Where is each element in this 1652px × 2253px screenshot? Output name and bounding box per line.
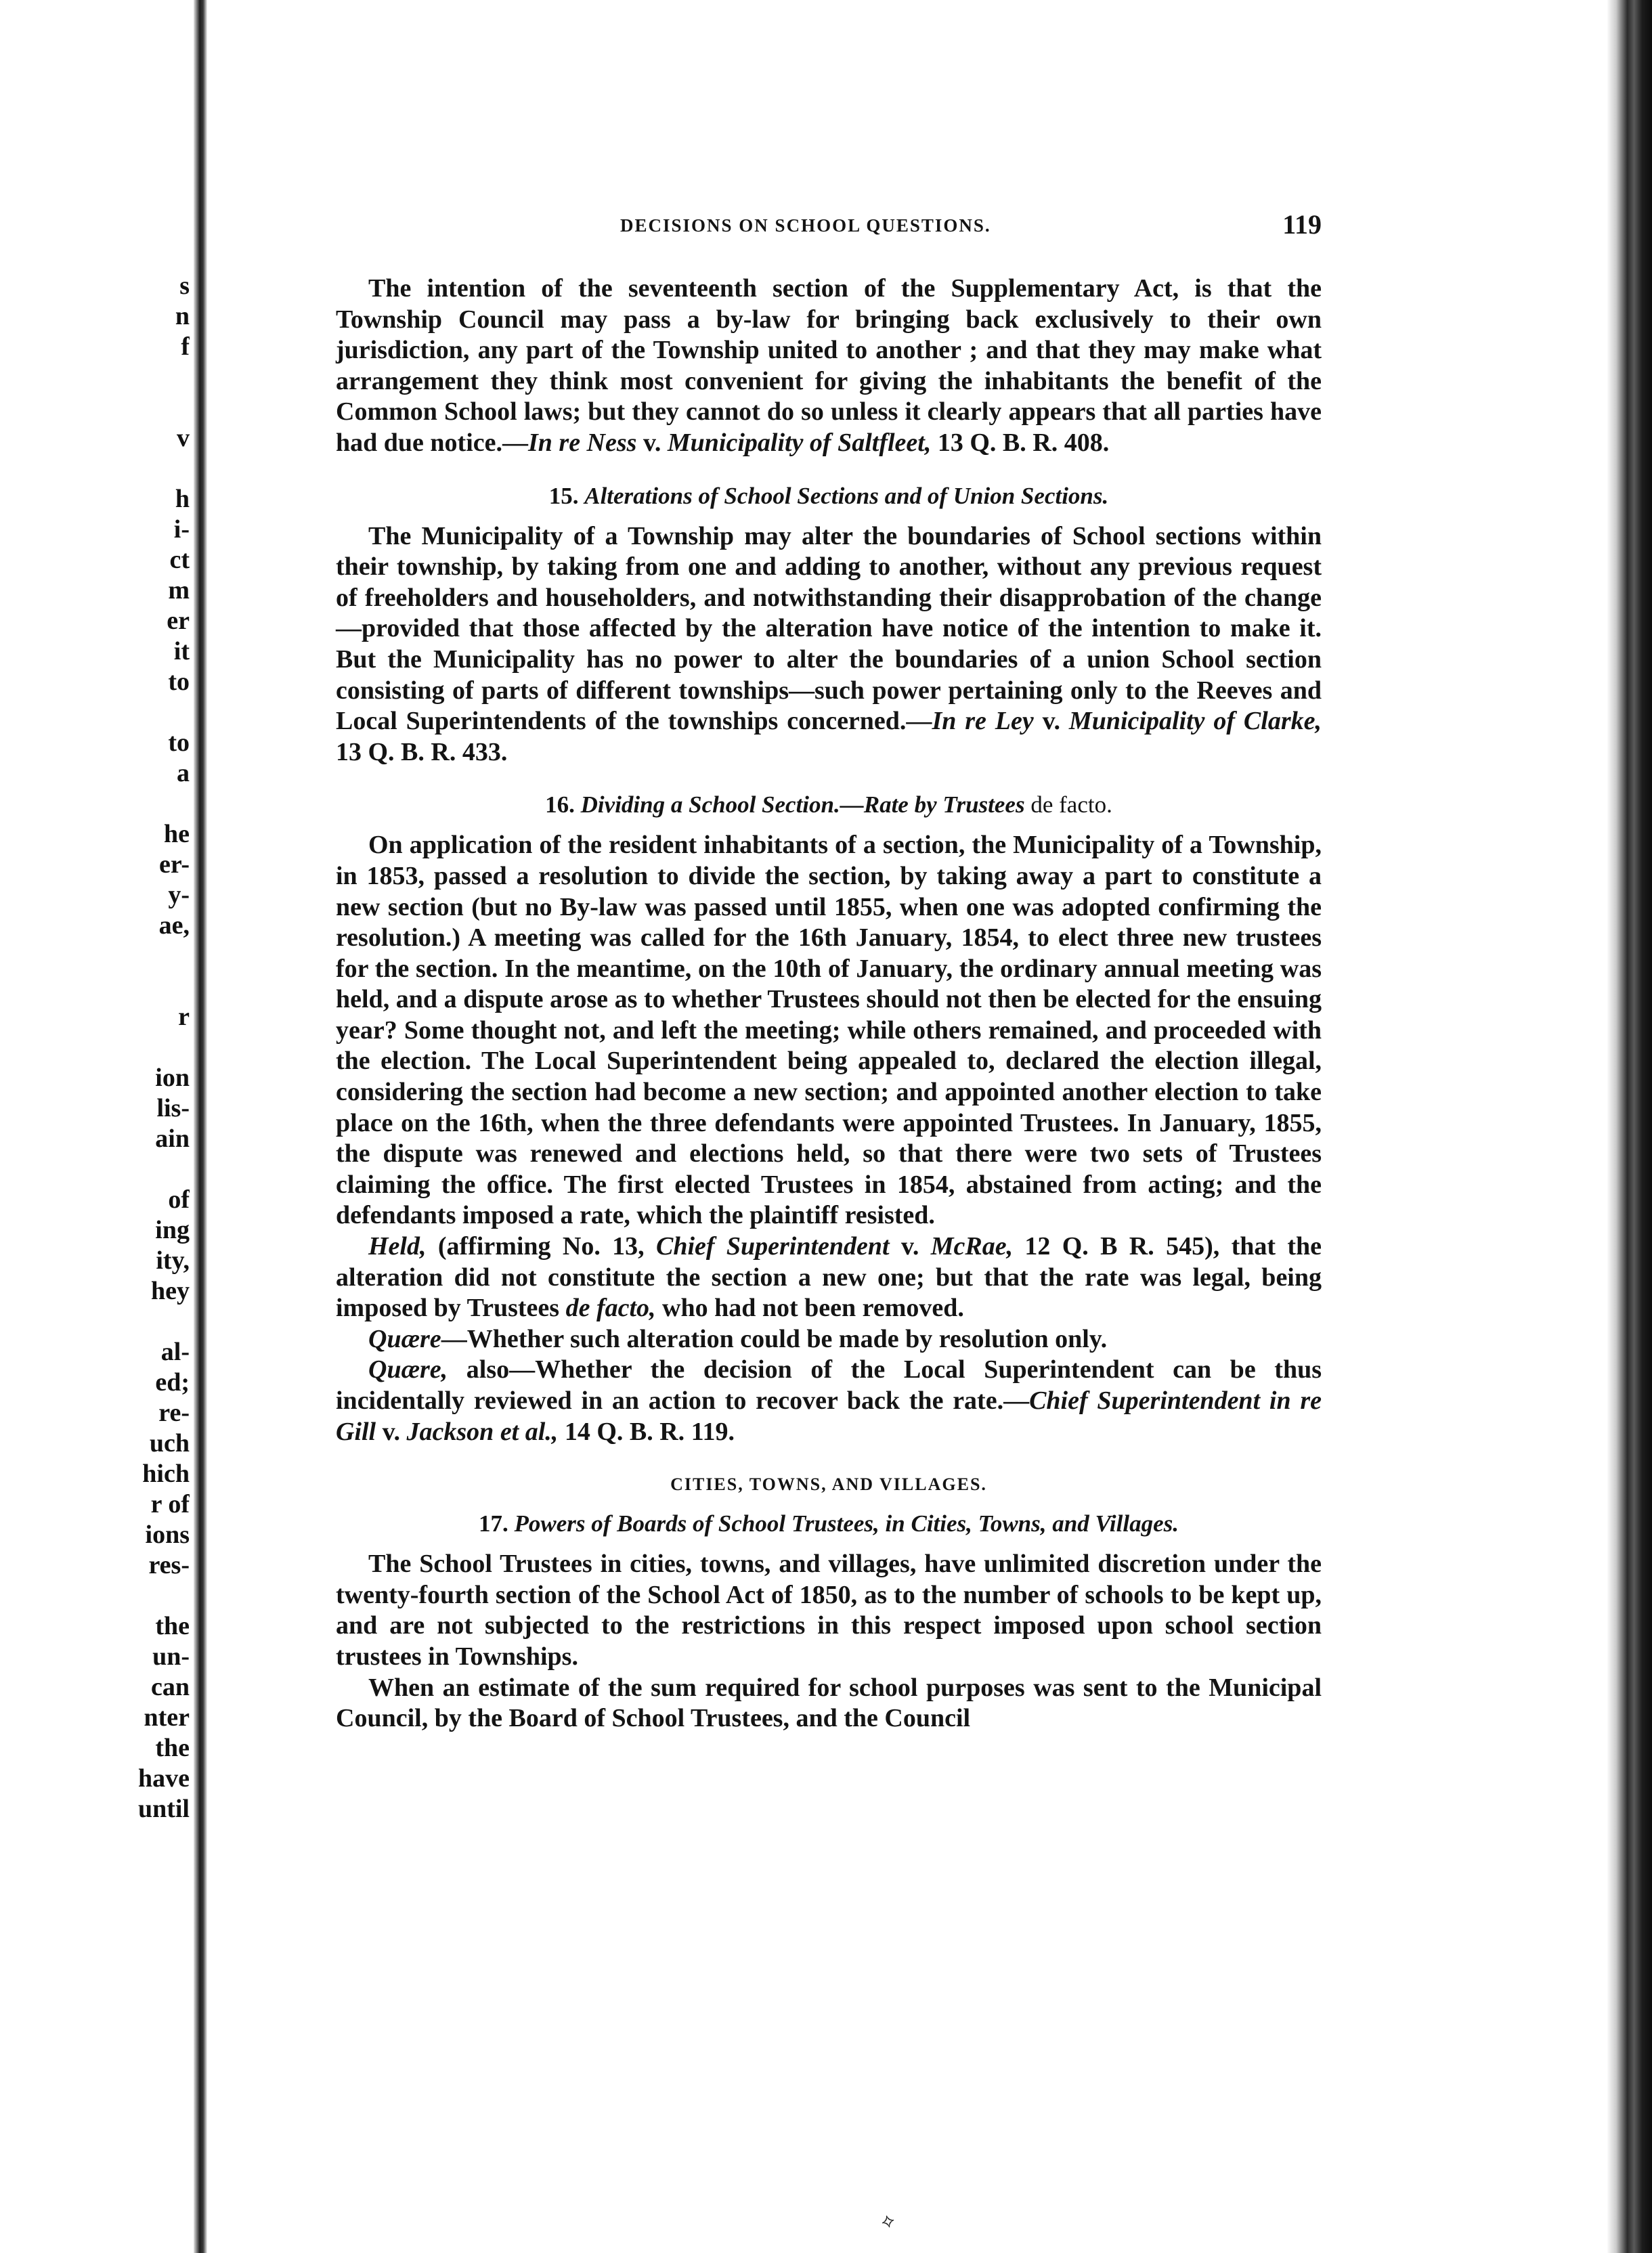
facing-page-fragment: ion xyxy=(155,1064,190,1092)
facing-page-fragment: v xyxy=(177,424,190,452)
running-title: DECISIONS ON SCHOOL QUESTIONS. xyxy=(620,215,991,236)
facing-page-fragment: r of xyxy=(150,1490,190,1518)
facing-page-fragment: h xyxy=(175,485,190,513)
facing-page-fragment: ct xyxy=(169,546,190,574)
facing-page-fragment xyxy=(0,789,190,819)
facing-page-fragment: er- xyxy=(159,850,190,879)
paragraph-section-17-discretion: The School Trustees in cities, towns, and villages, have unlimited discretion under the twenty-fourth section of the School Act of 1850, as to the number of schools to be kept up, and are not subjected to the restrictions in this respect imposed upon school section trustees in Townships. xyxy=(336,1550,1322,1671)
facing-page-fragment: al- xyxy=(160,1338,190,1366)
facing-page-fragment xyxy=(0,1032,190,1063)
facing-page-fragment: res- xyxy=(148,1551,190,1579)
paragraph-section-15: The Municipality of a Township may alter the boundaries of School sections within their township, by taking from one and adding to another, without any previous request of freeholders and householders, and notwithstanding their disapprobation of the change—provided that those affected by the alteration have notice of the intention to make it. But the Municipality has no power to alter the boundaries of a union School section consisting of parts of different townships—such power pertaining only to the Reeves and Local Superintendents of the townships concerned.—In re Ley v. Municipality of Clarke, 13 Q. B. R. 433. xyxy=(336,521,1322,766)
facing-page-fragment xyxy=(0,393,190,423)
facing-page-fragment xyxy=(0,971,190,1002)
caps-heading-cities: CITIES, TOWNS, AND VILLAGES. xyxy=(670,1474,987,1495)
facing-page-fragment: lis- xyxy=(156,1094,190,1122)
facing-page-fragment xyxy=(0,941,190,971)
paragraph-section-16-held: Held, (affirming No. 13, Chief Superintendent v. McRae, 12 Q. B R. 545), that the alteration did not constitute the section a new one; but that the rate was legal, being imposed by Trustees de facto, who had not been removed. xyxy=(336,1232,1322,1323)
facing-page-fragment: y- xyxy=(168,881,190,909)
facing-page-fragment: the xyxy=(155,1734,190,1762)
facing-page-fragment: the xyxy=(155,1612,190,1640)
facing-page-fragment xyxy=(0,1154,190,1185)
page-edge-shadow xyxy=(1607,0,1652,2253)
paragraph-section-16-quaere-1: Quære—Whether such alteration could be made by resolution only. xyxy=(368,1324,1108,1353)
facing-page-fragment xyxy=(0,454,190,484)
facing-page-fragment: until xyxy=(137,1795,190,1823)
facing-page-fragment xyxy=(0,1581,190,1611)
facing-page-fragment: f xyxy=(181,332,190,361)
paragraph-section-16-facts: On application of the resident inhabitants of a section, the Municipality of a Township, in 1853, passed a resolution to divide the section, by taking away a part to constitute a new section (but no By-law was passed until 1855, when one was adopted confirming the resolution.) A meeting was called for the 16th January, 1854, to elect three new trustees for the section. In the meantime, on the 10th of January, the ordinary annual meeting was held, and a dispute arose as to whether Trustees should not then be elected for the ensuing year? Some thought not, and left the meeting; while others remained, and proceeded with the election. The Local Superintendent being appealed to, declared the election illegal, considering the section had become a new section; and appointed another election to take place on the 16th, when the three defendants were appointed Trustees. In January, 1855, the dispute was renewed and elections held, so that there were two sets of Trustees claiming the office. The first elected Trustees in 1854, abstained from acting; and the defendants imposed a rate, which the plaintiff resisted. xyxy=(336,831,1322,1230)
facing-page-fragment: n xyxy=(175,302,190,330)
facing-page-fragment: m xyxy=(168,576,190,605)
facing-page-fragment: hich xyxy=(142,1460,190,1488)
facing-page-fragment: ae, xyxy=(158,911,190,940)
facing-page-fragment: ity, xyxy=(156,1246,190,1275)
running-head xyxy=(336,209,1322,249)
facing-page-fragment: to xyxy=(168,668,190,696)
facing-page-fragment: ain xyxy=(155,1124,190,1153)
facing-page-fragment: a xyxy=(177,759,190,787)
facing-page-fragment: ions xyxy=(145,1521,190,1549)
facing-page-fragment xyxy=(0,1307,190,1337)
facing-page-fragment: of xyxy=(168,1185,190,1214)
facing-page-fragment: s xyxy=(179,271,190,300)
paragraph-section-17-estimate: When an estimate of the sum required for school purposes was sent to the Municipal Council, by the Board of School Trustees, and the Council xyxy=(336,1673,1322,1733)
book-page xyxy=(336,209,1322,1734)
facing-page-fragment: to xyxy=(168,728,190,757)
paragraph-supplementary-act: The intention of the seventeenth section of the Supplementary Act, is that the Township Council may pass a by-law for bringing back exclusively to their own jurisdiction, any part of the Township united to another ; and that they may make what arrangement they think most convenient for giving the inhabitants the benefit of the Common School laws; but they cannot do so unless it clearly appears that all parties have had due notice.—In re Ness v. Municipality of Saltfleet, 13 Q. B. R. 408. xyxy=(336,274,1322,457)
facing-page-fragment xyxy=(0,362,190,393)
facing-page-fragment: ing xyxy=(155,1216,190,1244)
facing-page-bleed xyxy=(0,271,190,1824)
facing-page-fragment: nter xyxy=(144,1703,190,1732)
facing-page-fragment: un- xyxy=(152,1642,190,1671)
section-heading-16: 16. Dividing a School Section.—Rate by Trustees de facto. xyxy=(545,791,1112,818)
facing-page-fragment: uch xyxy=(149,1429,190,1458)
facing-page-fragment: he xyxy=(164,820,190,848)
facing-page-fragment: r xyxy=(178,1003,190,1031)
facing-page-fragment: ed; xyxy=(155,1368,190,1397)
facing-page-fragment: re- xyxy=(158,1399,190,1427)
facing-page-fragment: it xyxy=(173,637,190,665)
facing-page-fragment: i- xyxy=(173,515,190,544)
scan-speck: ⟡ xyxy=(878,2208,897,2233)
facing-page-fragment xyxy=(0,697,190,728)
facing-page-fragment: have xyxy=(138,1764,190,1793)
binding-gutter xyxy=(194,0,207,2253)
paragraph-section-16-quaere-2: Quære, also—Whether the decision of the Local Superintendent can be thus incidentally reviewed in an action to recover back the rate.—Chief Superintendent in re Gill v. Jackson et al., 14 Q. B. R. 119. xyxy=(336,1355,1322,1446)
section-heading-17: 17. Powers of Boards of School Trustees, in Cities, Towns, and Villages. xyxy=(479,1510,1179,1537)
facing-page-fragment: hey xyxy=(151,1277,190,1305)
page-number: 119 xyxy=(1282,209,1322,240)
section-heading-15: 15. Alterations of School Sections and of Union Sections. xyxy=(548,482,1109,509)
facing-page-fragment: er xyxy=(167,607,190,635)
facing-page-fragment: can xyxy=(151,1673,190,1701)
